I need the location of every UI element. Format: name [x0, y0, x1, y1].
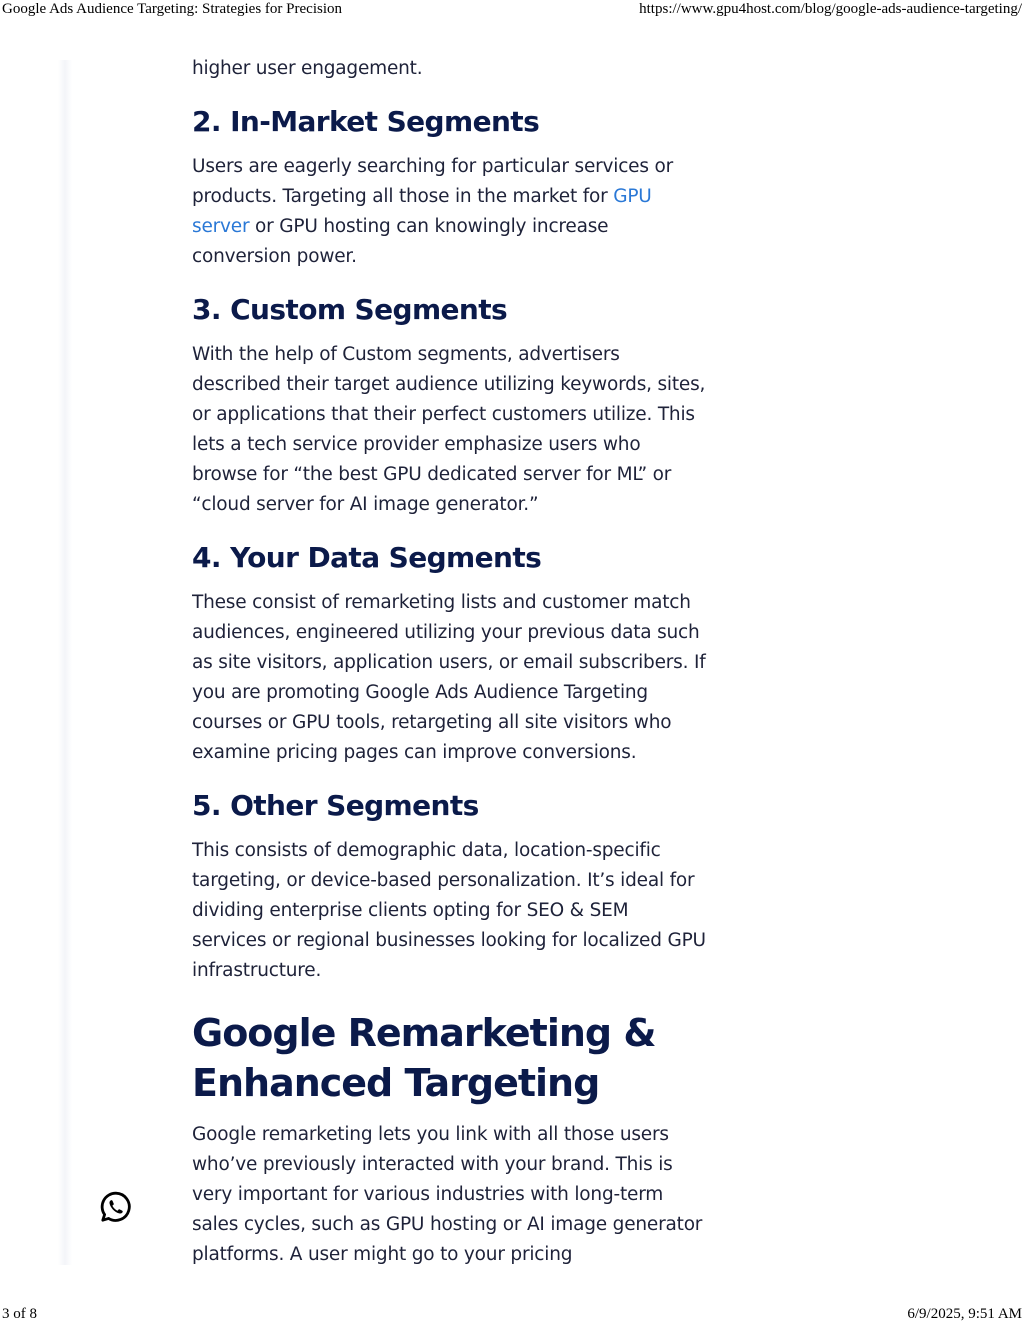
print-page-title: Google Ads Audience Targeting: Strategies for Precision: [2, 1, 342, 17]
print-datetime: 6/9/2025, 9:51 AM: [907, 1306, 1022, 1322]
article-body: [192, 52, 708, 1264]
paragraph-custom-segments: With the help of Custom segments, advertisers described their target audience utilizing keywords, sites, or applications that their perfect customers utilize. This lets a tech service provider emphasize users who browse for “the best GPU dedicated server for ML” or “cloud server for AI image generator.”: [192, 344, 706, 515]
heading-your-data-segments: 4. Your Data Segments: [192, 541, 542, 574]
print-header: [0, 1, 1024, 18]
print-page-number: 3 of 8: [2, 1306, 37, 1322]
paragraph-intro-tail: higher user engagement.: [192, 58, 423, 79]
paragraph-in-market-segments: [192, 152, 708, 272]
sidebar-shadow: [58, 60, 72, 1265]
paragraph-other-segments: This consists of demographic data, location-specific targeting, or device-based personalization. It’s ideal for dividing enterprise clients opting for SEO & SEM services or regional businesses looking for localized GPU infrastructure.: [192, 840, 706, 981]
paragraph-your-data-segments: These consist of remarketing lists and customer match audiences, engineered utilizing your previous data such as site visitors, application users, or email subscribers. If you are promoting Google Ads Audience Targeting courses or GPU tools, retargeting all site visitors who examine pricing pages can improve conversions.: [192, 592, 706, 763]
heading-in-market-segments: 2. In-Market Segments: [192, 105, 540, 138]
paragraph-google-remarketing: Google remarketing lets you link with all those users who’ve previously interacted with your brand. This is very important for various industries with long-term sales cycles, such as GPU hosting or AI image generator platforms. A user might go to your pricing: [192, 1124, 703, 1264]
gpu-server-link[interactable]: GPU server: [192, 186, 652, 237]
whatsapp-icon[interactable]: [99, 1190, 133, 1224]
whatsapp-icon-graphic: [99, 1190, 133, 1224]
heading-custom-segments: 3. Custom Segments: [192, 293, 508, 326]
paragraph-text: Users are eagerly searching for particular services or products. Targeting all those in the market for: [192, 156, 674, 207]
paragraph-text: or GPU hosting can knowingly increase conversion power.: [192, 216, 609, 267]
print-footer: [0, 1306, 1024, 1323]
heading-google-remarketing: Google Remarketing & Enhanced Targeting: [192, 1011, 656, 1105]
heading-other-segments: 5. Other Segments: [192, 789, 479, 822]
print-page-url: https://www.gpu4host.com/blog/google-ads-audience-targeting/: [639, 1, 1022, 17]
